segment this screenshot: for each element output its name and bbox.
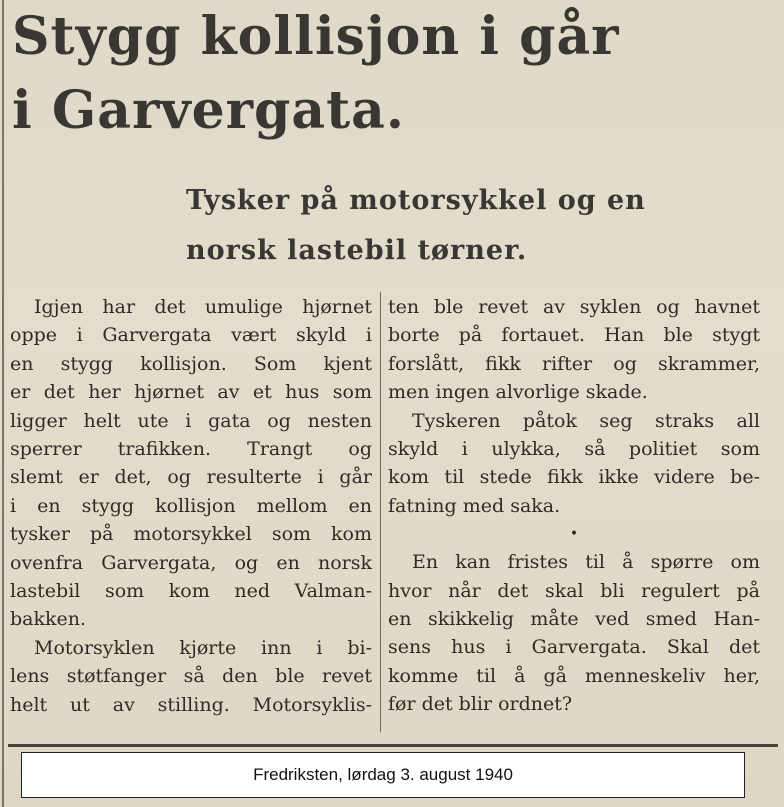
article-line: skyld i ulykka, så politiet som xyxy=(388,438,760,461)
article-line: Tyskeren påtok seg straks all xyxy=(412,409,760,432)
source-caption xyxy=(21,752,745,798)
article-line: ten ble revet av syklen og havnet xyxy=(388,296,760,318)
column-divider xyxy=(380,292,381,732)
article-line: en stygg kollisjon. Som kjent xyxy=(10,352,372,375)
article-column-left xyxy=(10,293,372,719)
article-line: ligger helt ute i gata og nesten xyxy=(10,409,372,432)
article-line: oppe i Garvergata vært skyld i xyxy=(10,324,372,347)
article-line: i en stygg kollisjon mellom en xyxy=(10,494,372,517)
article-line: sens hus i Garvergata. Skal det xyxy=(388,636,760,659)
article-line: borte på fortauet. Han ble stygt xyxy=(388,324,760,347)
article-line: fatning med saka. xyxy=(388,494,561,517)
article-line: En kan fristes til å spørre om xyxy=(412,551,760,574)
article-line: Motorsyklen kjørte inn i bi- xyxy=(34,636,372,659)
subheadline xyxy=(186,176,766,276)
caption-text: Fredriksten, lørdag 3. august 1940 xyxy=(253,765,513,784)
headline xyxy=(12,0,772,148)
subheadline-line-2: norsk lastebil tørner. xyxy=(186,235,528,266)
article-line: komme til å gå menneskeliv her, xyxy=(388,664,760,687)
article-column-right xyxy=(388,293,760,719)
article-line: lastebil som kom ned Valman- xyxy=(10,580,372,603)
article-line: sperrer trafikken. Trangt og xyxy=(10,438,372,461)
article-line: Igjen har det umulige hjørnet xyxy=(34,296,372,318)
clipping-edge xyxy=(2,0,4,807)
headline-line-2: i Garvergata. xyxy=(12,80,405,141)
article-line: tysker på motorsykkel som kom xyxy=(10,523,372,546)
article-line: men ingen alvorlige skade. xyxy=(388,381,648,404)
article-line: hvor når det skal bli regulert på xyxy=(388,579,760,602)
article-line: forslått, fikk rifter og skrammer, xyxy=(388,352,760,375)
article-line: før det blir ordnet? xyxy=(388,693,573,716)
article-line: slemt er det, og resulterte i går xyxy=(10,466,372,489)
article-line: ovenfra Garvergata, og en norsk xyxy=(10,551,372,574)
article-line: er det her hjørnet av et hus som xyxy=(10,381,372,404)
subheadline-line-1: Tysker på motorsykkel og en xyxy=(186,185,646,216)
bottom-rule xyxy=(8,744,778,747)
article-line: lens støtfanger så den ble revet xyxy=(10,665,372,688)
article-line: bakken. xyxy=(10,608,87,631)
article-line: en skikkelig måte ved smed Han- xyxy=(388,608,760,631)
headline-line-1: Stygg kollisjon i går xyxy=(12,6,620,67)
article-line: helt ut av stilling. Motorsyklis- xyxy=(10,693,372,716)
article-line: kom til stede fikk ikke videre be- xyxy=(388,466,760,489)
section-separator-dot: • xyxy=(569,526,579,543)
